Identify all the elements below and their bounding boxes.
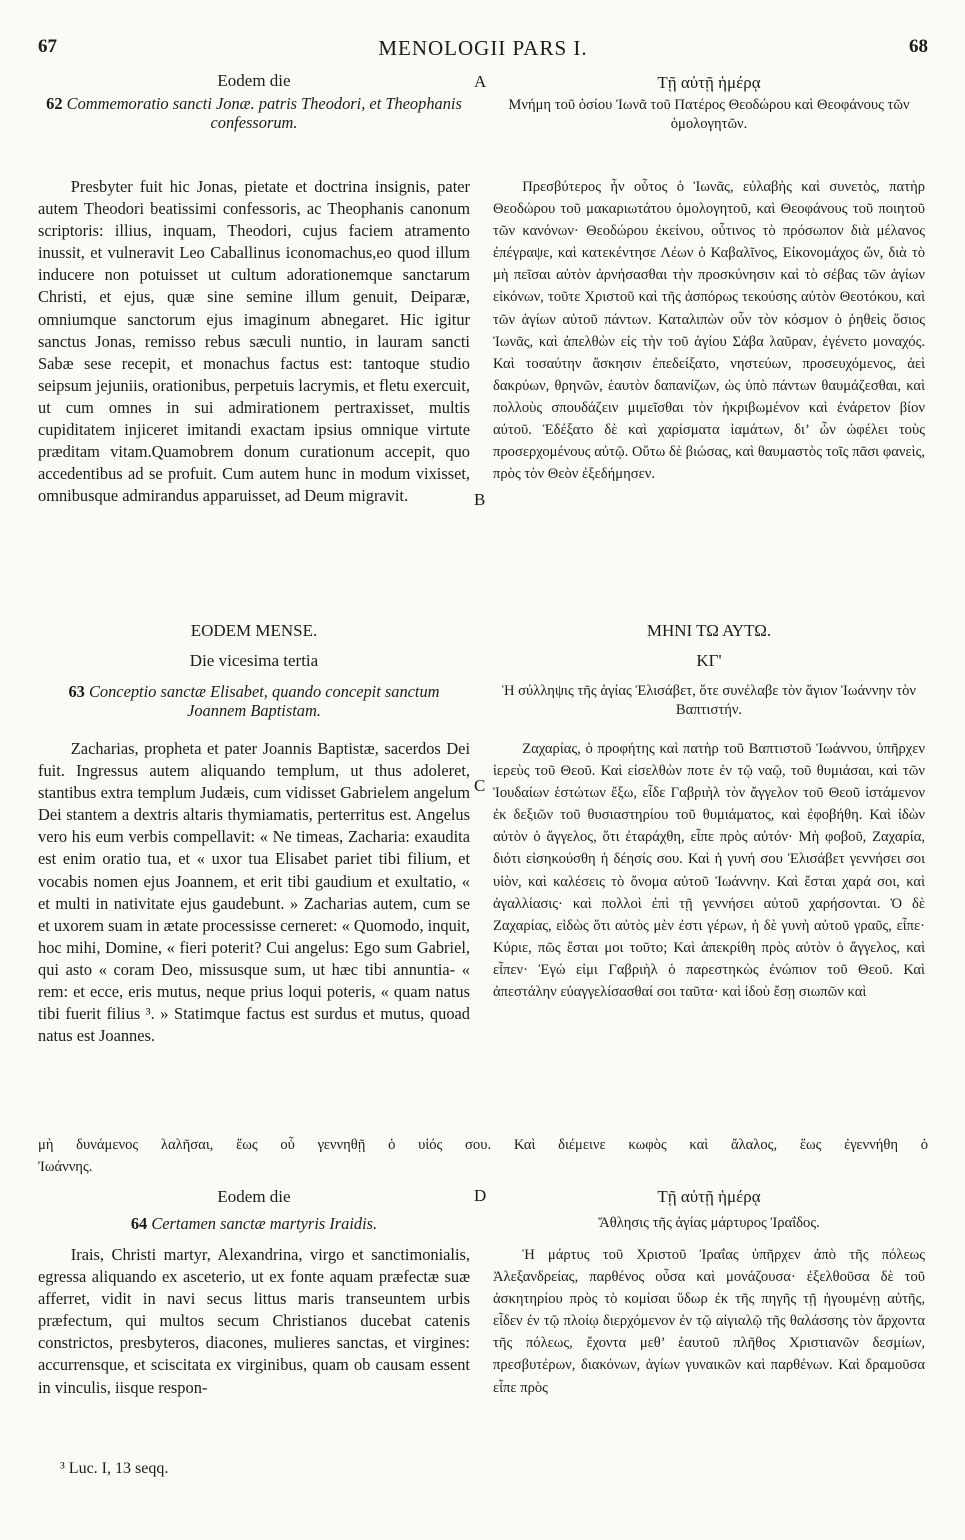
latin-title-text: Conceptio sanctæ Elisabet, quando concepit sanctum Joannem Baptistam.	[88, 682, 440, 720]
greek-body-62	[493, 176, 925, 485]
greek-title-62: Μνήμη τοῦ ὁσίου Ἰωνᾶ τοῦ Πατέρος Θεοδώρου καὶ Θεοφάνους τῶν ὁμολογητῶν.	[508, 97, 910, 133]
latin-title-63-block	[38, 682, 470, 720]
page-header	[38, 36, 928, 66]
latin-month-day: Die vicesima tertia	[189, 651, 319, 671]
greek-paragraph: Ζαχαρίας, ὁ προφήτης καὶ πατὴρ τοῦ Βαπτιστοῦ Ἰωάννου, ὑπῆρχεν ἱερεὺς τοῦ Θεοῦ. Καὶ εἰσελθὼν ποτε ἐν τῷ ναῷ, τοῦ θυμιάσαι, καὶ τῶν Ἰουδαίων ἑστώτων ἔξω, εἶδε Γαβριὴλ τὸν ἄγγελον τοῦ Θεοῦ ἱστάμενον ἐκ δεξιῶν τοῦ θυσιαστηρίου τοῦ θυμιάματος, καὶ ἐφοβήθη. Καὶ ἰδὼν αὐτὸν ὁ ἄγγελος, ὅτι ἐταράχθη, εἶπε πρὸς αὐτόν· Μὴ φοβοῦ, Ζαχαρία, διότι εἰσηκούσθη ἡ δέησίς σου. Καὶ ἡ γυνή σου Ἐλισάβετ γεννήσει σοι υἱὸν, καὶ καλέσεις τὸ ὄνομα αὐτοῦ Ἰωάννην. Καὶ ἔσται χαρά σοι, καὶ ἀγαλλίασις· καὶ πολλοὶ ἐπὶ τῇ γεννήσει αὐτοῦ χαρήσονται. Ὁ δὲ Ζαχαρίας, εἰδὼς ὅτι αὐτὸς μὲν ἐστι γέρων, ἡ δὲ γυνὴ αὐτοῦ γραῦς, εἶπε· Κύριε, πῶς ἔσται μοι τοῦτο; Καὶ ἀπεκρίθη πρὸς αὐτὸν ὁ ἄγγελος, καὶ εἶπεν· Ἐγώ εἰμι Γαβριὴλ ὁ παρεστηκὼς ἐνώπιον τοῦ Θεοῦ. Καὶ ἀπεστάλην εὐαγγελίσασθαί σοι ταῦτα· καὶ ἰδοὺ ἔσῃ σιωπῶν καὶ	[493, 741, 925, 1001]
greek-day-heading: Τῇ αὐτῇ ἡμέρᾳ	[657, 73, 761, 92]
latin-paragraph: Presbyter fuit hic Jonas, pietate et doctrina insignis, pater autem Theodori beatissimi confessoris, ac Theophanis canonum scriptoris: illius, inquam, Theodori, cujus faciem atramento inussit, et vulneravit Leo Caballinus iconomachus,eo quod illum inducere non potuisset ut cultum adorationemque sanctarum Christi, et ejus, quæ sine semine illum genuit, Deiparæ, omniumque sanctorum ejus imaginum abnegaret. Hic igitur sanctus Jonas, remisso rebus sæculi nuntio, in lauram sancti Sabæ sese recepit, et monachus factus est: tantoque studio seipsum jejuniis, orationibus, perpetuis lacrymis, et fletu exercuit, ut cum omnes in sui admirationem pertraxisset, multis cupiditatem injiceret imitandi exactam ipsius omnique virtute præditam vitam.Quamobrem donum curationum accepit, quo accedentibus ad se profuit. Cum autem hunc in modum vixisset, omnibusque admirandus apparuisset, ad Deum migravit.	[38, 177, 470, 506]
margin-letter-b: B	[474, 490, 486, 509]
section-number: 64	[130, 1214, 148, 1234]
latin-day-heading: Eodem die	[217, 71, 291, 90]
latin-title-63	[38, 682, 470, 720]
latin-month: EODEM MENSE.	[190, 621, 318, 640]
greek-full-width-line-end: Ἰωάννης.	[38, 1159, 93, 1175]
greek-month-day: ΚΓ'	[696, 651, 722, 671]
greek-paragraph: Πρεσβύτερος ἦν οὗτος ὁ Ἰωνᾶς, εὐλαβὴς καὶ συνετὸς, πατὴρ Θεοδώρου τοῦ μακαριωτάτου ὁμολογητοῦ, καὶ Θεοφάνους τοῦ ποιητοῦ τῶν κανόνων· Θεοδώρου ἐκείνου, οὗτινος τὸ πρόσωπον διὰ μέλανος ἐπέγραψε, καὶ κατεκέντησε Λέων ὁ Καβαλῖνος, Εἰκονομάχος ὤν, διὰ τὸ μὴ πεῖσαι αὐτὸν ἀρνήσασθαι τὴν προσκύνησιν καὶ τὸ σέβας τῶν ἁγίων εἰκόνων, τοῦτε Χριστοῦ καὶ τῆς ἀσπόρως τεκούσης αὐτὸν Θεοτόκου, καὶ τῶν ἁγίων αὐτοῦ πάντων. Καταλιπὼν οὖν τὸν κόσμον ὁ ῥηθεὶς ὅσιος Ἰωνᾶς, καὶ ἀπελθὼν εἰς τὴν τοῦ ἁγίου Σάβα λαῦραν, ἐγένετο μοναχός. Καὶ τοσαύτην ἄσκησιν ἐπεδείξατο, νηστεύων, προσευχόμενος, ἀεὶ δακρύων, θρηνῶν, ἑαυτὸν δαπανίζων, ὡς ὑπὸ πάντων θαυμάζεσθαι, καὶ πολλοὺς σπουδάζειν μιμεῖσθαι τὸν ἠκριβωμένον καὶ ἐνάρετον βίον αὐτοῦ. Ἐδέξατο δὲ καὶ χαρίσματα ἰαμάτων, δι’ ὧν ὠφέλει τοὺς προσερχομένους αὐτῷ. Οὕτω δὲ βιώσας, καὶ θαυμαστὸς τοῖς πᾶσι φανεὶς, πρὸς τὸν Θεὸν ἐξεδήμησεν.	[493, 179, 925, 483]
latin-body-62	[38, 176, 470, 507]
greek-title-64: Ἄθλησις τῆς ἁγίας μάρτυρος Ἰραΐδος.	[598, 1215, 820, 1232]
latin-section-64	[38, 1186, 470, 1233]
latin-title-text: Certamen sanctæ martyris Iraidis.	[151, 1214, 378, 1234]
latin-body-63	[38, 738, 470, 1047]
latin-month-heading	[38, 620, 470, 672]
left-page-number: 67	[38, 36, 57, 57]
margin-letter-d: D	[474, 1186, 487, 1205]
latin-section-62	[38, 70, 470, 132]
section-number: 63	[68, 682, 85, 701]
margin-letter-c: C	[474, 776, 486, 795]
latin-paragraph: Irais, Christi martyr, Alexandrina, virgo et sanctimonialis, egressa aliquando ex asceterio, ut ex fonte aquam præfectæ suæ afferret, vidit in navi secus littus maris transeuntem urbis præfectum, qui multos secum Christianos ducebat catenis constrictos, presbyteros, diacones, mulieres sanctas, et virgines: accurrensque, et sciscitata ex virginibus, quam ob causam essent in vinculis, iisque respon-	[38, 1245, 470, 1397]
latin-title-text: Commemoratio sancti Jonæ. patris Theodori, et Theophanis confessorum.	[66, 94, 462, 133]
greek-month-heading	[493, 620, 925, 672]
right-page-number: 68	[909, 36, 928, 57]
greek-section-64	[493, 1186, 925, 1233]
greek-title-63-block	[493, 682, 925, 720]
greek-title-63: Ἡ σύλληψις τῆς ἁγίας Ἐλισάβετ, ὅτε συνέλαβε τὸν ἅγιον Ἰωάννην τὸν Βαπτιστήν.	[501, 683, 917, 718]
greek-body-64	[493, 1244, 925, 1399]
section-number: 62	[46, 94, 63, 114]
margin-letter-a: A	[474, 72, 487, 91]
running-title: MENOLOGII PARS I.	[378, 36, 588, 60]
footnote: ³ Luc. I, 13 seqq.	[60, 1460, 169, 1477]
greek-body-63	[493, 738, 925, 1003]
greek-paragraph: Ἡ μάρτυς τοῦ Χριστοῦ Ἰραΐας ὑπῆρχεν ἀπὸ τῆς πόλεως Ἀλεξανδρείας, παρθένος οὖσα καὶ μονάζουσα· ἐξελθοῦσα δὲ τοῦ ἀσκητηρίου πρὸς τὸ κομίσαι ὕδωρ ἐκ τῆς πηγῆς τῇ ἡγουμένῃ αὐτῆς, εἶδεν ἐν τῷ πλοίῳ διερχόμενον ἐν τῷ αἰγιαλῷ τῆς θαλάσσης τὸν ἄρχοντα τῆς πόλεως, ἔχοντα μεθ’ ἑαυτοῦ πλῆθος Χριστιανῶν δεσμίων, πρεσβυτέρων, διακόνων, ἁγίων γυναικῶν καὶ παρθένων. Καὶ δραμοῦσα εἶπε πρὸς	[493, 1247, 925, 1396]
greek-month: ΜΗΝΙ ΤΩ ΑΥΤΩ.	[646, 621, 772, 640]
greek-full-width-line: μὴ δυνάμενος λαλῆσαι, ἕως οὗ γεννηθῇ ὁ υἱός σου. Καὶ διέμεινε κωφὸς καὶ ἄλαλος, ἕως ἐγεννήθη ὁ	[38, 1137, 928, 1153]
latin-body-64	[38, 1244, 470, 1399]
greek-section-62	[493, 72, 925, 134]
latin-title-62	[38, 94, 470, 132]
greek-day-heading: Τῇ αὐτῇ ἡμέρᾳ	[657, 1187, 761, 1206]
latin-title-64	[38, 1214, 470, 1233]
latin-day-heading: Eodem die	[217, 1187, 291, 1206]
latin-paragraph: Zacharias, propheta et pater Joannis Baptistæ, sacerdos Dei fuit. Ingressus autem aliquando templum, ut thus adoleret, stantibus extra templum Judæis, cum vidisset Gabrielem angelum Dei stantem a dextris altaris thymiamatis, perterritus est. Angelus vero his eum verbis compellavit: « Ne timeas, Zacharia: exaudita est enim oratio tua, et « uxor tua Elisabet pariet tibi filium, et vocabis nomen ejus Joannem, et erit tibi gaudium et exultatio, « et multi in nativitate ejus gaudebunt. » Zacharias autem, cum se et uxorem suam in ætate processisse cerneret: « Quomodo, inquit, hoc mihi, Domine, « fieri poterit? Cui angelus: Ego sum Gabriel, qui asto « coram Deo, missusque sum, ut hæc tibi annuntia- « rem: et ecce, eris mutus, neque prius loqui poteris, « quam natus tibi fuerit filius ³. » Statimque factus est surdus et mutus, quoad natus est Joannes.	[38, 739, 470, 1046]
